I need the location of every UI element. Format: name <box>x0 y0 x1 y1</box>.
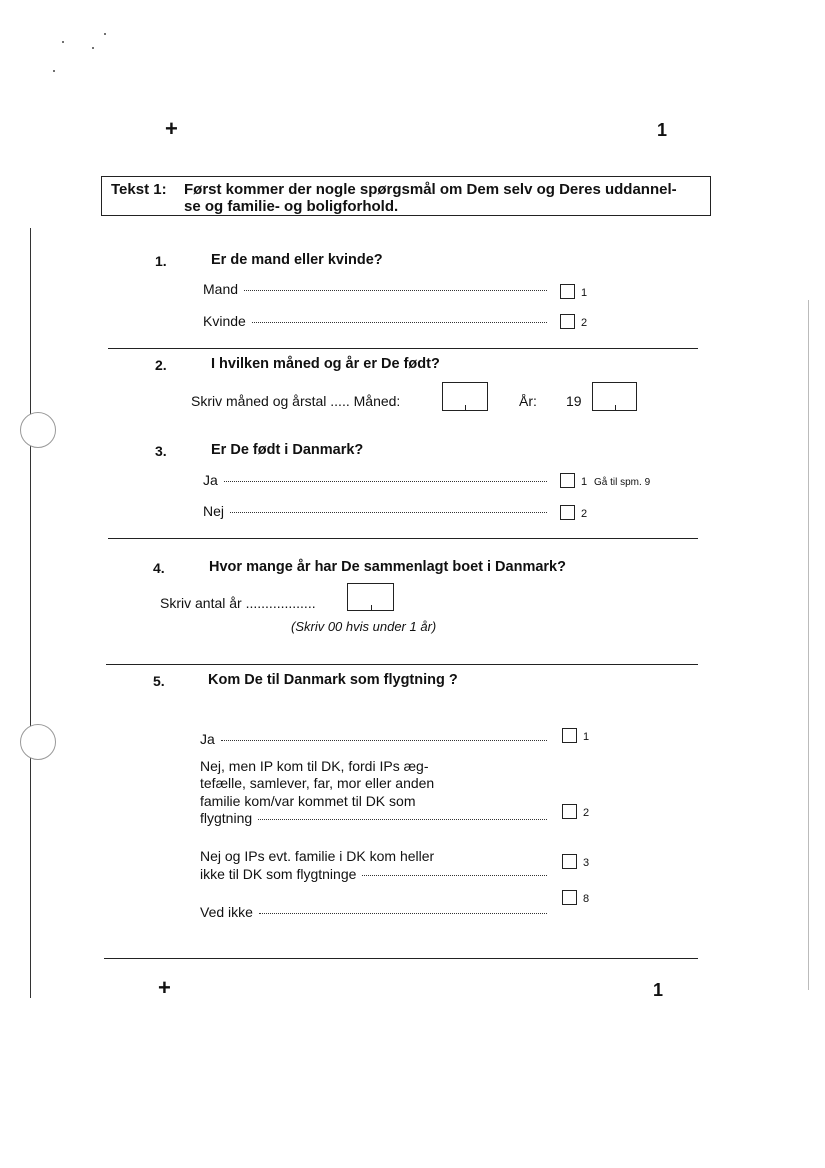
option-label: flygtning <box>200 810 253 826</box>
q1-code-2: 2 <box>581 317 588 329</box>
intro-line-1: Først kommer der nogle spørgsmål om Dem selv og Deres uddannel- <box>184 181 677 198</box>
q3-option-nej <box>203 503 553 519</box>
question-3-number: 3. <box>155 443 167 459</box>
option-label: Ja <box>203 472 218 488</box>
q3-checkbox-nej[interactable] <box>560 505 575 520</box>
punch-hole <box>20 412 56 448</box>
q5-option-2-line-1: Nej, men IP kom til DK, fordi IPs æg- <box>200 758 429 774</box>
q5-option-2-line-2: tefælle, samlever, far, mor eller anden <box>200 775 435 791</box>
registration-mark: + <box>165 116 178 141</box>
leader-dots <box>244 290 547 291</box>
q4-hint: (Skriv 00 hvis under 1 år) <box>291 619 437 634</box>
q2-instruction: Skriv måned og årstal ..... Måned: <box>191 393 401 409</box>
page-number: 1 <box>657 120 668 140</box>
question-1-number: 1. <box>155 253 167 269</box>
q5-code-3: 3 <box>583 857 590 869</box>
question-2-number: 2. <box>155 357 167 373</box>
q2-year-label: År: <box>519 393 537 409</box>
leader-dots <box>230 512 547 513</box>
leader-dots <box>221 740 547 741</box>
scan-margin-line <box>30 228 31 998</box>
section-divider <box>108 348 698 349</box>
q5-code-8: 8 <box>583 893 590 905</box>
digit-divider <box>371 605 372 610</box>
q2-year-prefix: 19 <box>566 393 582 409</box>
question-2-text: I hvilken måned og år er De født? <box>211 356 440 372</box>
q3-option-ja <box>203 472 553 488</box>
leader-dots <box>252 322 547 323</box>
scan-speck <box>104 33 106 35</box>
q5-code-1: 1 <box>583 731 590 743</box>
question-5-text: Kom De til Danmark som flygtning ? <box>208 672 458 688</box>
q5-checkbox-3[interactable] <box>562 854 577 869</box>
q5-checkbox-2[interactable] <box>562 804 577 819</box>
option-label: Nej <box>203 503 225 519</box>
digit-divider <box>465 405 466 410</box>
scan-speck <box>53 70 55 72</box>
q3-checkbox-ja[interactable] <box>560 473 575 488</box>
q5-checkbox-ja[interactable] <box>562 728 577 743</box>
option-label: Kvinde <box>203 313 246 329</box>
section-divider <box>106 664 698 665</box>
question-4-text: Hvor mange år har De sammenlagt boet i Danmark? <box>209 559 566 575</box>
intro-label: Tekst 1: <box>111 181 167 198</box>
leader-dots <box>258 819 547 820</box>
scan-margin-line-right <box>808 300 809 990</box>
option-label: Mand <box>203 281 239 297</box>
scan-speck <box>62 41 64 43</box>
q2-month-input[interactable] <box>442 382 488 411</box>
leader-dots <box>362 875 547 876</box>
intro-line-2: se og familie- og boligforhold. <box>184 198 399 215</box>
q5-checkbox-ved-ikke[interactable] <box>562 890 577 905</box>
q5-option-3-line-1: Nej og IPs evt. familie i DK kom heller <box>200 848 435 864</box>
q2-year-input[interactable] <box>592 382 637 411</box>
q3-code-1: 1 <box>581 476 588 488</box>
q5-option-3-last <box>200 866 553 882</box>
q1-option-kvinde <box>203 313 553 329</box>
leader-dots <box>224 481 547 482</box>
digit-divider <box>615 405 616 410</box>
scan-speck <box>92 47 94 49</box>
option-label: ikke til DK som flygtninge <box>200 866 357 882</box>
q4-years-input[interactable] <box>347 583 394 611</box>
q1-option-mand <box>203 281 553 297</box>
section-divider <box>104 958 698 959</box>
q5-option-ja <box>200 731 553 747</box>
registration-mark-footer: + <box>158 975 171 1000</box>
leader-dots <box>259 913 547 914</box>
q4-instruction: Skriv antal år .................. <box>160 595 316 611</box>
punch-hole <box>20 724 56 760</box>
page-number-footer: 1 <box>653 980 664 1000</box>
q5-option-2-line-3: familie kom/var kommet til DK som <box>200 793 416 809</box>
section-divider <box>108 538 698 539</box>
q5-option-ved-ikke <box>200 904 553 920</box>
question-3-text: Er De født i Danmark? <box>211 442 364 458</box>
q1-code-1: 1 <box>581 287 588 299</box>
option-label: Ved ikke <box>200 904 253 920</box>
q5-code-2: 2 <box>583 807 590 819</box>
option-label: Ja <box>200 731 215 747</box>
q1-checkbox-mand[interactable] <box>560 284 575 299</box>
q3-skip-note: Gå til spm. 9 <box>594 477 651 488</box>
question-4-number: 4. <box>153 560 165 576</box>
q3-code-2: 2 <box>581 508 588 520</box>
q1-checkbox-kvinde[interactable] <box>560 314 575 329</box>
q5-option-2-last <box>200 810 553 826</box>
question-1-text: Er de mand eller kvinde? <box>211 252 383 268</box>
question-5-number: 5. <box>153 673 165 689</box>
